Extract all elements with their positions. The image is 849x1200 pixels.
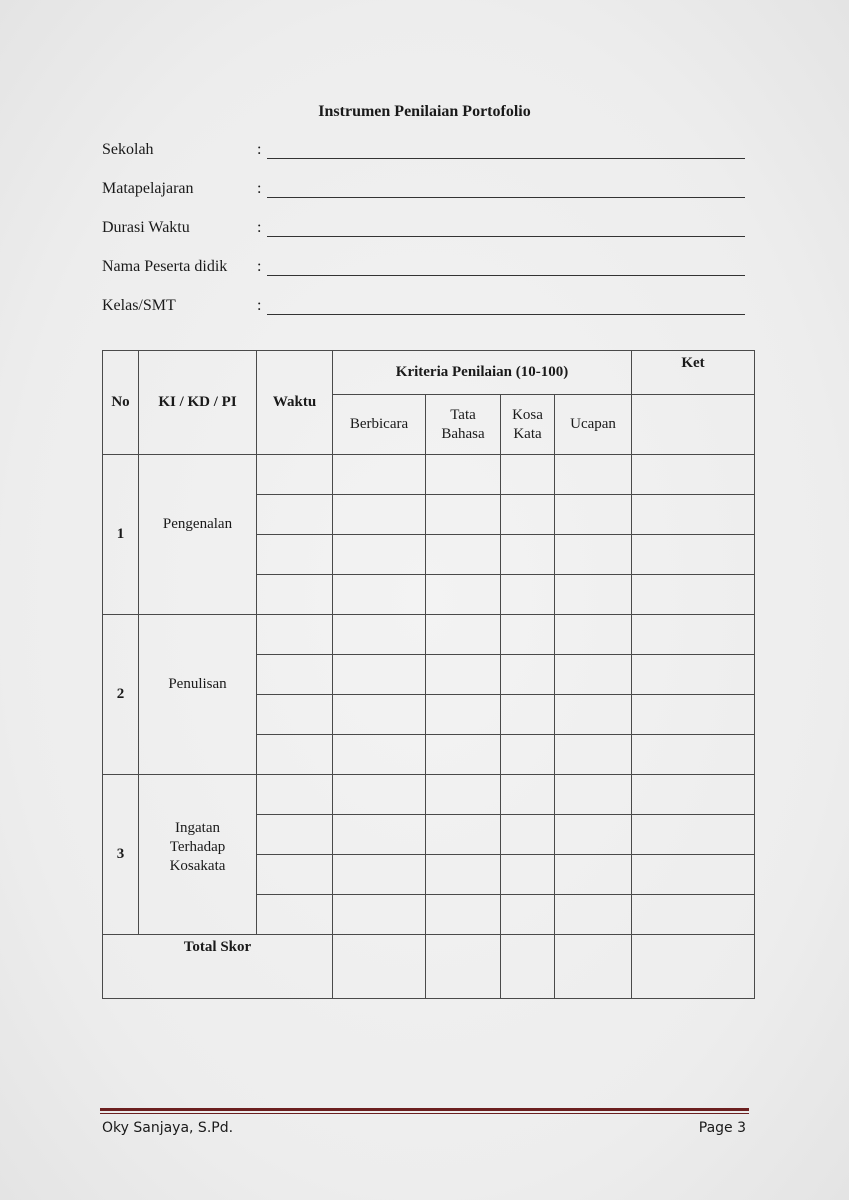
table-cell[interactable] [632,575,755,615]
table-cell[interactable] [555,615,632,655]
table-cell[interactable] [426,855,501,895]
table-cell[interactable] [501,775,555,815]
table-cell[interactable] [257,455,333,495]
table-cell[interactable] [555,695,632,735]
table-cell[interactable] [257,495,333,535]
table-cell[interactable] [333,655,426,695]
header-tata-line1: Tata [450,406,476,423]
table-cell[interactable] [632,535,755,575]
table-cell[interactable] [426,615,501,655]
header-kosa-kata [501,395,555,455]
section-number: 1 [103,455,139,615]
table-cell[interactable] [257,775,333,815]
field-colon: : [257,219,262,236]
footer-page-number: Page 3 [698,1120,746,1136]
total-cell[interactable] [501,935,555,999]
field-label: Durasi Waktu [102,219,190,236]
field-nama-peserta [102,258,745,280]
footer-author: Oky Sanjaya, S.Pd. [102,1120,234,1136]
table-cell[interactable] [632,615,755,655]
table-cell[interactable] [257,575,333,615]
table-cell[interactable] [501,695,555,735]
table-cell[interactable] [257,695,333,735]
section-label [139,615,257,775]
table-cell[interactable] [555,535,632,575]
table-cell[interactable] [501,895,555,935]
table-cell[interactable] [333,775,426,815]
table-cell[interactable] [333,535,426,575]
fill-in-line[interactable] [267,314,745,315]
table-cell[interactable] [257,615,333,655]
table-row [103,455,755,495]
section-label-line: Penulisan [168,676,227,692]
table-cell[interactable] [632,775,755,815]
field-label: Nama Peserta didik [102,258,228,275]
field-label: Sekolah [102,141,154,158]
table-cell[interactable] [257,855,333,895]
section-label-line: Kosakata [169,858,226,874]
table-cell[interactable] [333,855,426,895]
table-cell[interactable] [501,735,555,775]
table-cell[interactable] [333,695,426,735]
header-no: No [103,351,139,455]
table-cell[interactable] [501,535,555,575]
table-cell[interactable] [632,695,755,735]
table-cell[interactable] [426,775,501,815]
section-label [139,775,257,935]
table-cell[interactable] [426,655,501,695]
header-tata-bahasa [426,395,501,455]
total-cell[interactable] [426,935,501,999]
table-row [103,775,755,815]
assessment-table [102,350,755,999]
table-cell[interactable] [632,655,755,695]
table-cell[interactable] [555,775,632,815]
table-cell[interactable] [257,535,333,575]
table-cell[interactable] [257,655,333,695]
table-cell[interactable] [333,895,426,935]
table-cell[interactable] [426,895,501,935]
table-cell[interactable] [632,495,755,535]
table-cell[interactable] [501,655,555,695]
table-cell[interactable] [333,575,426,615]
table-cell[interactable] [555,735,632,775]
table-cell[interactable] [632,455,755,495]
table-cell[interactable] [426,455,501,495]
total-cell[interactable] [333,935,426,999]
field-matapelajaran [102,180,745,202]
table-cell[interactable] [257,895,333,935]
fill-in-line[interactable] [267,197,745,198]
table-cell[interactable] [426,695,501,735]
table-cell[interactable] [632,735,755,775]
table-cell[interactable] [632,895,755,935]
table-cell[interactable] [501,495,555,535]
table-cell[interactable] [333,455,426,495]
table-cell[interactable] [555,455,632,495]
field-label: Matapelajaran [102,180,194,197]
section-label-line: Ingatan [175,820,220,836]
table-cell[interactable] [501,455,555,495]
section-label-line: Terhadap [169,839,226,855]
table-cell[interactable] [257,735,333,775]
header-kosa-line1: Kosa [512,406,543,423]
header-kosa-line2: Kata [513,425,542,442]
table-cell[interactable] [555,855,632,895]
table-cell[interactable] [333,815,426,855]
table-cell[interactable] [501,575,555,615]
field-colon: : [257,258,262,275]
table-cell[interactable] [555,655,632,695]
field-label: Kelas/SMT [102,297,176,314]
total-cell[interactable] [555,935,632,999]
section-label [139,455,257,615]
section-number: 2 [103,615,139,775]
section-number: 3 [103,775,139,935]
section-label-line: Pengenalan [162,516,233,532]
field-sekolah [102,141,745,163]
table-cell[interactable] [426,575,501,615]
header-berbicara: Berbicara [333,395,426,455]
table-cell[interactable] [426,815,501,855]
table-cell[interactable] [333,735,426,775]
fill-in-line[interactable] [267,158,745,159]
header-ket: Ket [632,351,755,395]
table-cell[interactable] [555,895,632,935]
header-waktu: Waktu [257,351,333,455]
table-cell[interactable] [555,575,632,615]
table-cell[interactable] [555,495,632,535]
table-cell[interactable] [632,815,755,855]
header-kriteria: Kriteria Penilaian (10-100) [333,351,632,395]
table-cell[interactable] [501,815,555,855]
header-tata-line2: Bahasa [441,425,485,442]
total-cell[interactable] [632,935,755,999]
total-row [103,935,755,999]
footer-divider-thin [100,1113,749,1114]
field-kelas-smt [102,297,745,319]
field-durasi-waktu [102,219,745,241]
table-cell[interactable] [555,815,632,855]
table-cell[interactable] [257,815,333,855]
table-cell[interactable] [632,855,755,895]
table-cell[interactable] [426,535,501,575]
field-colon: : [257,141,262,158]
table-cell[interactable] [333,495,426,535]
table-cell[interactable] [426,495,501,535]
fill-in-line[interactable] [267,236,745,237]
fill-in-line[interactable] [267,275,745,276]
field-colon: : [257,297,262,314]
table-row [103,615,755,655]
table-cell[interactable] [333,615,426,655]
table-cell[interactable] [501,615,555,655]
total-label: Total Skor [103,935,333,999]
header-ket-blank [632,395,755,455]
header-ki-kd-pi: KI / KD / PI [139,351,257,455]
document-title: Instrumen Penilaian Portofolio [318,103,531,120]
field-colon: : [257,180,262,197]
header-ucapan: Ucapan [555,395,632,455]
table-cell[interactable] [501,855,555,895]
footer-divider-thick [100,1108,749,1111]
table-cell[interactable] [426,735,501,775]
